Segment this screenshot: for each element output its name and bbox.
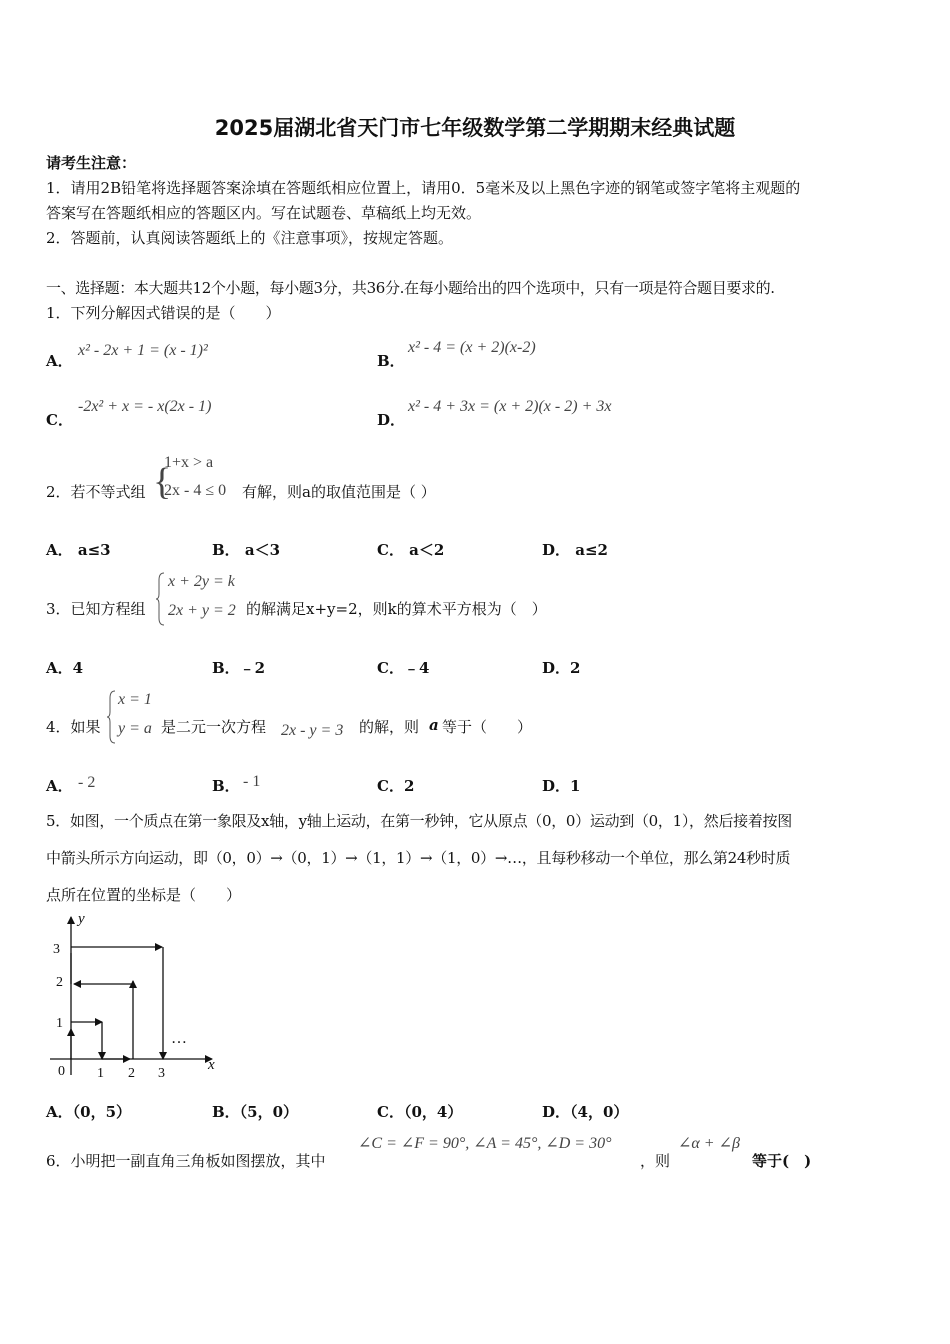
q1-option-b-label: B． bbox=[377, 352, 405, 370]
q4-system-brace bbox=[107, 690, 117, 744]
q6-stem-suffix: 等于( ) bbox=[752, 1152, 812, 1170]
q2-inequality-1: 1+x > a bbox=[164, 454, 214, 471]
q6-expression: ∠α + ∠β bbox=[678, 1135, 740, 1152]
q3-equation-1: x + 2y = k bbox=[168, 573, 235, 590]
q3-stem-prefix: 3．已知方程组 bbox=[46, 600, 146, 618]
y-axis-label: y bbox=[78, 911, 85, 927]
q3-stem-suffix: 的解满足x+y=2，则k的算术平方根为（ ） bbox=[246, 600, 547, 618]
q4-stem-mid: 是二元一次方程 bbox=[161, 718, 267, 736]
q4-stem-suffix-2: 等于（ ） bbox=[442, 718, 533, 736]
y-tick-3: 3 bbox=[53, 942, 60, 957]
notice-heading: 请考生注意： bbox=[46, 154, 137, 172]
notice-line-1a: 1．请用2B铅笔将选择题答案涂填在答题纸相应位置上，请用0．5毫米及以上黑色字迹的钢笔或签字笔将主观题的 bbox=[46, 179, 801, 197]
q4-option-a-label: A． bbox=[46, 777, 73, 795]
x-tick-2: 2 bbox=[128, 1066, 135, 1081]
q4-option-a-math: - 2 bbox=[78, 774, 96, 791]
q2-stem-prefix: 2．若不等式组 bbox=[46, 483, 146, 501]
origin-label: 0 bbox=[58, 1064, 65, 1079]
q1-stem: 1．下列分解因式错误的是（ ） bbox=[46, 304, 281, 322]
q1-option-d-label: D． bbox=[377, 411, 406, 429]
movement-path bbox=[71, 947, 163, 1059]
q4-option-b-label: B． bbox=[212, 777, 240, 795]
q2-system-brace: { bbox=[153, 461, 172, 503]
q4-option-b-math: - 1 bbox=[243, 773, 261, 790]
x-tick-1: 1 bbox=[97, 1066, 104, 1081]
page-title: 2025届湖北省天门市七年级数学第二学期期末经典试题 bbox=[214, 116, 736, 140]
q6-stem-mid: ，则 bbox=[640, 1152, 671, 1170]
q4-stem-suffix-1: 的解，则 bbox=[359, 718, 420, 736]
q5-stem-line-2: 中箭头所示方向运动，即（0，0）→（0，1）→（1，1）→（1，0）→…，且每秒移动一个单位，那么第24秒时质 bbox=[46, 849, 791, 867]
q2-option-b: B． a＜3 bbox=[212, 541, 281, 559]
q5-option-a: A．（0，5） bbox=[46, 1103, 132, 1121]
q6-stem-prefix: 6．小明把一副直角三角板如图摆放，其中 bbox=[46, 1152, 326, 1170]
q1-option-a-math: x² - 2x + 1 = (x - 1)² bbox=[78, 342, 208, 359]
q4-option-d: D．1 bbox=[542, 777, 581, 795]
q5-stem-line-1: 5．如图，一个质点在第一象限及x轴，y轴上运动，在第一秒钟，它从原点（0，0）运动到（0，1），然后接着按图 bbox=[46, 812, 792, 830]
q4-stem-variable: a bbox=[429, 716, 439, 734]
q2-option-c: C． a＜2 bbox=[377, 541, 445, 559]
x-axis-label: x bbox=[208, 1057, 215, 1073]
q4-option-c: C．2 bbox=[377, 777, 415, 795]
q1-option-d-math: x² - 4 + 3x = (x + 2)(x - 2) + 3x bbox=[408, 398, 612, 415]
q3-option-b: B．﹣2 bbox=[212, 659, 266, 677]
q5-option-b: B．（5，0） bbox=[212, 1103, 299, 1121]
x-tick-3: 3 bbox=[158, 1066, 165, 1081]
continuation-ellipsis: … bbox=[171, 1030, 187, 1047]
q3-option-c: C．﹣4 bbox=[377, 659, 430, 677]
notice-line-2: 2．答题前，认真阅读答题纸上的《注意事项》，按规定答题。 bbox=[46, 229, 454, 247]
q4-stem-prefix: 4．如果 bbox=[46, 718, 101, 736]
q6-condition: ∠C = ∠F = 90°, ∠A = 45°, ∠D = 30° bbox=[358, 1135, 612, 1152]
q5-path-graph bbox=[40, 905, 230, 1085]
q3-option-a: A．4 bbox=[46, 659, 84, 677]
q5-option-d: D．（4，0） bbox=[542, 1103, 629, 1121]
q5-stem-line-3: 点所在位置的坐标是（ ） bbox=[46, 886, 242, 904]
q1-option-c-label: C． bbox=[46, 411, 73, 429]
q5-option-c: C．（0，4） bbox=[377, 1103, 463, 1121]
y-tick-2: 2 bbox=[56, 975, 63, 990]
section-heading: 一、选择题：本大题共12个小题，每小题3分，共36分.在每小题给出的四个选项中，只有一项是符合题目要求的. bbox=[46, 279, 775, 297]
notice-line-1b: 答案写在答题纸相应的答题区内。写在试题卷、草稿纸上均无效。 bbox=[46, 204, 482, 222]
q1-option-b-math: x² - 4 = (x + 2)(x-2) bbox=[408, 339, 536, 356]
q3-system-brace bbox=[156, 572, 166, 626]
q2-stem-suffix: 有解，则a的取值范围是（ ） bbox=[242, 483, 436, 501]
q2-inequality-2: 2x - 4 ≤ 0 bbox=[164, 482, 227, 499]
q3-equation-2: 2x + y = 2 bbox=[168, 602, 236, 619]
q4-solution-2: y = a bbox=[118, 720, 152, 737]
q4-equation: 2x - y = 3 bbox=[281, 722, 344, 739]
y-tick-1: 1 bbox=[56, 1016, 63, 1031]
q1-option-a-label: A． bbox=[46, 352, 73, 370]
q4-solution-1: x = 1 bbox=[118, 691, 152, 708]
q3-option-d: D．2 bbox=[542, 659, 581, 677]
q2-option-d: D． a≤2 bbox=[542, 541, 608, 559]
q2-option-a: A． a≤3 bbox=[46, 541, 111, 559]
q1-option-c-math: -2x² + x = - x(2x - 1) bbox=[78, 398, 212, 415]
